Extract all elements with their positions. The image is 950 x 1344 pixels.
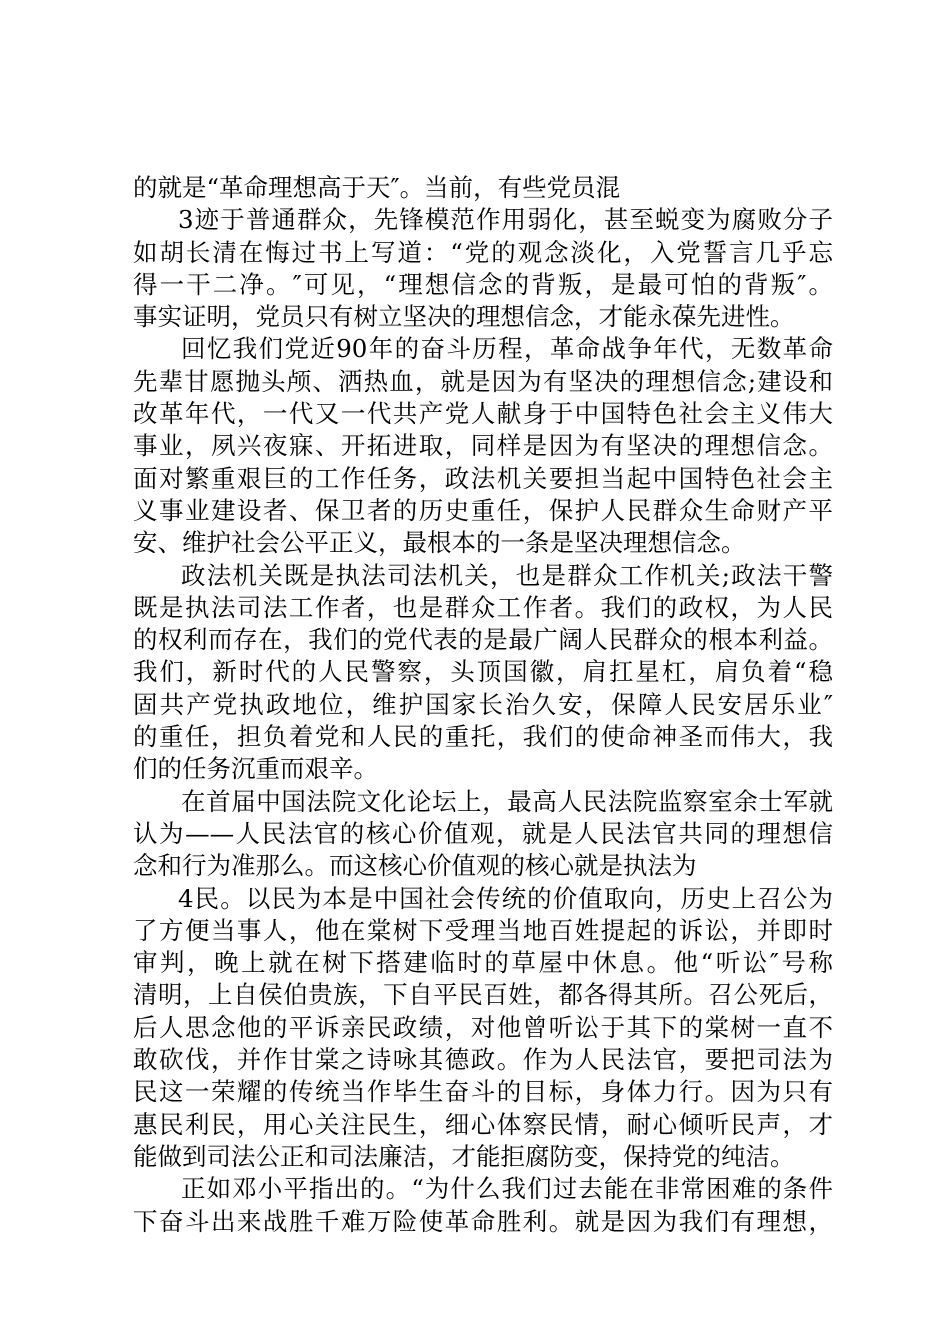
text-line: 清明，上自侯伯贵族，下自平民百姓，都各得其所。召公死后， (133, 980, 833, 1010)
text-line: 审判，晚上就在树下搭建临时的草屋中休息。他“听讼″号称 (133, 948, 833, 978)
text-line: 既是执法司法工作者，也是群众工作者。我们的政权，为人民 (133, 592, 833, 622)
text-line: 事业，夙兴夜寐、开拓进取，同样是因为有坚决的理想信念。 (133, 431, 833, 461)
text-line: 3迹于普通群众，先锋模范作用弱化，甚至蜕变为腐败分子 (178, 205, 833, 235)
text-line: 义事业建设者、保卫者的历史重任，保护人民群众生命财产平 (133, 495, 833, 525)
text-line: 我们，新时代的人民警察，头顶国徽，肩扛星杠，肩负着“稳 (133, 657, 833, 687)
text-line: 了方便当事人，他在棠树下受理当地百姓提起的诉讼，并即时 (133, 915, 833, 945)
text-line: 正如邓小平指出的。“为什么我们过去能在非常困难的条件 (181, 1174, 833, 1204)
text-line: 如胡长清在悔过书上写道：“党的观念淡化，入党誓言几乎忘 (133, 237, 833, 267)
text-line: 面对繁重艰巨的工作任务，政法机关要担当起中国特色社会主 (133, 463, 833, 493)
text-line: 的权利而存在，我们的党代表的是最广阔人民群众的根本利益。 (133, 625, 833, 655)
text-line: 能做到司法公正和司法廉洁，才能拒腐防变，保持党的纯洁。 (133, 1141, 795, 1171)
text-line: 下奋斗出来战胜千难万险使革命胜利。就是因为我们有理想， (133, 1206, 833, 1236)
document-body (133, 172, 833, 1238)
text-line: 回忆我们党近90年的奋斗历程，革命战争年代，无数革命 (181, 334, 833, 364)
text-line: 事实证明，党员只有树立坚决的理想信念，才能永葆先进性。 (133, 302, 795, 332)
text-line: 的重任，担负着党和人民的重托，我们的使命神圣而伟大，我 (133, 722, 833, 752)
text-line: 得一干二净。″可见，“理想信念的背叛，是最可怕的背叛″。 (133, 269, 833, 299)
text-line: 惠民利民，用心关注民生，细心体察民情，耐心倾听民声，才 (133, 1109, 833, 1139)
text-line: 们的任务沉重而艰辛。 (133, 754, 378, 784)
text-line: 在首届中国法院文化论坛上，最高人民法院监察室余士军就 (181, 786, 833, 816)
text-line: 先辈甘愿抛头颅、洒热血，就是因为有坚决的理想信念;建设和 (133, 366, 833, 396)
text-line: 的就是“革命理想高于天″。当前，有些党员混 (133, 173, 621, 202)
text-line: 敢砍伐，并作甘棠之诗咏其德政。作为人民法官，要把司法为 (133, 1045, 833, 1075)
text-line: 认为——人民法官的核心价值观，就是人民法官共同的理想信 (133, 818, 833, 848)
text-line: 念和行为准那么。而这核心价值观的核心就是执法为 (133, 851, 697, 881)
text-line: 安、维护社会公平正义，最根本的一条是坚决理想信念。 (133, 528, 746, 558)
text-line: 后人思念他的平诉亲民政绩，对他曾听讼于其下的棠树一直不 (133, 1012, 833, 1042)
text-line: 民这一荣耀的传统当作毕生奋斗的目标，身体力行。因为只有 (133, 1077, 833, 1107)
text-line: 固共产党执政地位，维护国家长治久安，保障人民安居乐业″ (133, 689, 833, 719)
text-line: 4民。以民为本是中国社会传统的价值取向，历史上召公为 (178, 883, 833, 913)
text-line: 政法机关既是执法司法机关，也是群众工作机关;政法干警 (181, 560, 833, 590)
text-line: 改革年代，一代又一代共产党人献身于中国特色社会主义伟大 (133, 399, 833, 429)
